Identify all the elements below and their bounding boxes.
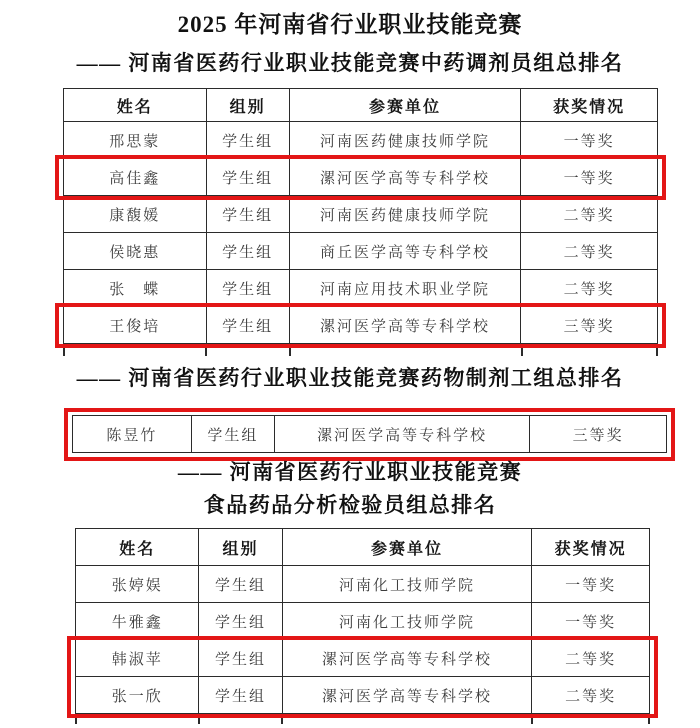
unit-cell: 河南医药健康技师学院 <box>289 196 521 233</box>
group-cell: 学生组 <box>191 416 274 453</box>
unit-cell: 漯河医学高等专科学校 <box>289 307 521 344</box>
name-cell: 韩淑苹 <box>76 640 199 677</box>
table-gridline-tick <box>289 348 291 356</box>
name-cell: 侯晓惠 <box>64 233 207 270</box>
table-gridline-tick <box>205 348 207 356</box>
group-cell: 学生组 <box>206 159 289 196</box>
name-cell: 张一欣 <box>76 677 199 714</box>
column-header-group: 组别 <box>206 89 289 122</box>
table-gridline-tick <box>198 718 200 724</box>
award-cell: 二等奖 <box>532 677 650 714</box>
unit-cell: 商丘医学高等专科学校 <box>289 233 521 270</box>
name-cell: 王俊培 <box>64 307 207 344</box>
column-header-unit: 参赛单位 <box>289 89 521 122</box>
unit-cell: 河南应用技术职业学院 <box>289 270 521 307</box>
table-row <box>64 196 658 233</box>
unit-cell: 漯河医学高等专科学校 <box>274 416 529 453</box>
ranking-table-zhiji <box>72 415 667 453</box>
table-row <box>76 677 650 714</box>
award-cell: 三等奖 <box>530 416 667 453</box>
unit-cell: 漯河医学高等专科学校 <box>289 159 521 196</box>
section3-heading-line2: 食品药品分析检验员组总排名 <box>203 493 497 517</box>
column-header-group: 组别 <box>199 529 282 566</box>
name-cell: 陈昱竹 <box>73 416 192 453</box>
award-cell: 三等奖 <box>521 307 658 344</box>
group-cell: 学生组 <box>199 677 282 714</box>
ranking-table-shipin <box>75 528 650 714</box>
group-cell: 学生组 <box>206 122 289 159</box>
ranking-table-zhongyao-wrap <box>63 88 658 358</box>
award-cell: 一等奖 <box>532 603 650 640</box>
section2-heading: —— 河南省医药行业职业技能竞赛药物制剂工组总排名 <box>76 366 624 390</box>
section1-heading: —— 河南省医药行业职业技能竞赛中药调剂员组总排名 <box>76 51 624 75</box>
group-cell: 学生组 <box>199 603 282 640</box>
page-title: 2025 年河南省行业职业技能竞赛 <box>177 12 523 37</box>
group-cell: 学生组 <box>206 270 289 307</box>
table-gridline-tick <box>521 348 523 356</box>
group-cell: 学生组 <box>206 307 289 344</box>
table-header-row <box>76 529 650 566</box>
table-gridline-tick <box>63 348 65 356</box>
award-cell: 一等奖 <box>521 122 658 159</box>
award-cell: 一等奖 <box>532 566 650 603</box>
table-row <box>64 159 658 196</box>
name-cell: 张婷娱 <box>76 566 199 603</box>
section3-heading-line1: —— 河南省医药行业职业技能竞赛 <box>177 460 523 484</box>
table-header-row <box>64 89 658 122</box>
table-row <box>64 307 658 344</box>
name-cell: 牛雅鑫 <box>76 603 199 640</box>
table-gridline-tick <box>531 718 533 724</box>
table-gridline-tick <box>648 718 650 724</box>
column-header-award: 获奖情况 <box>521 89 658 122</box>
award-cell: 二等奖 <box>521 196 658 233</box>
table-row <box>73 416 667 453</box>
table-row <box>64 233 658 270</box>
column-header-unit: 参赛单位 <box>282 529 532 566</box>
name-cell: 康馥媛 <box>64 196 207 233</box>
group-cell: 学生组 <box>199 566 282 603</box>
unit-cell: 河南医药健康技师学院 <box>289 122 521 159</box>
award-cell: 一等奖 <box>521 159 658 196</box>
table-row <box>76 566 650 603</box>
ranking-table-shipin-wrap <box>75 528 650 728</box>
ranking-table-zhongyao <box>63 88 658 344</box>
table-row <box>76 603 650 640</box>
table-gridline-tick <box>281 718 283 724</box>
award-cell: 二等奖 <box>532 640 650 677</box>
column-header-name: 姓名 <box>64 89 207 122</box>
name-cell: 张 蝶 <box>64 270 207 307</box>
group-cell: 学生组 <box>199 640 282 677</box>
group-cell: 学生组 <box>206 196 289 233</box>
column-header-award: 获奖情况 <box>532 529 650 566</box>
column-header-name: 姓名 <box>76 529 199 566</box>
name-cell: 高佳鑫 <box>64 159 207 196</box>
unit-cell: 河南化工技师学院 <box>282 566 532 603</box>
name-cell: 邢思蒙 <box>64 122 207 159</box>
table-row <box>76 640 650 677</box>
award-cell: 二等奖 <box>521 233 658 270</box>
award-cell: 二等奖 <box>521 270 658 307</box>
table-gridline-tick <box>656 348 658 356</box>
table-gridline-tick <box>75 718 77 724</box>
group-cell: 学生组 <box>206 233 289 270</box>
unit-cell: 漯河医学高等专科学校 <box>282 677 532 714</box>
unit-cell: 漯河医学高等专科学校 <box>282 640 532 677</box>
table-row <box>64 122 658 159</box>
unit-cell: 河南化工技师学院 <box>282 603 532 640</box>
table-row <box>64 270 658 307</box>
